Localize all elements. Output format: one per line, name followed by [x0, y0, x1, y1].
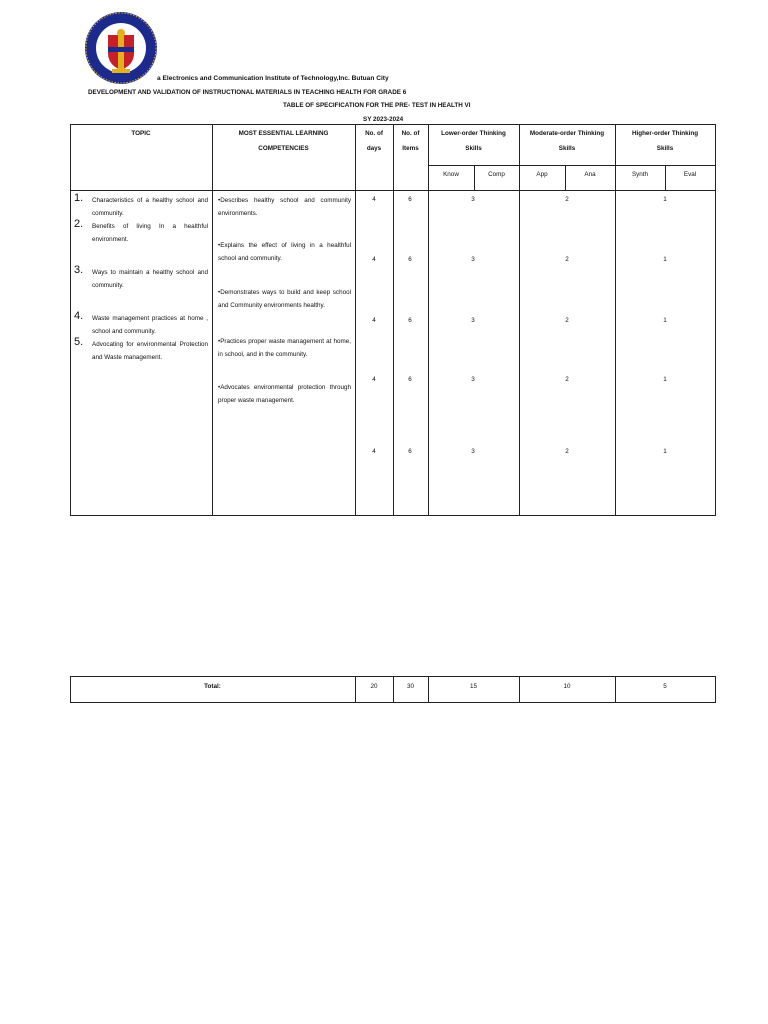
competency-text: •Practices proper waste management at home, in school, and in the community.	[218, 338, 351, 358]
days-value: 4	[372, 376, 376, 383]
institution-logo	[84, 11, 158, 85]
header-competencies-line2: COMPETENCIES	[258, 145, 309, 152]
higher-order-value: 1	[663, 376, 667, 383]
document-subtitle: TABLE OF SPECIFICATION FOR THE PRE- TEST IN HEALTH VI	[283, 102, 471, 109]
document-title: DEVELOPMENT AND VALIDATION OF INSTRUCTIONAL MATERIALS IN TEACHING HEALTH FOR GRADE 6	[88, 89, 407, 96]
items-value: 6	[408, 256, 412, 263]
topic-number: 4.	[74, 310, 84, 322]
subheader-ana: Ana	[584, 171, 596, 178]
subheader-eval: Eval	[683, 171, 697, 178]
days-value: 4	[372, 448, 376, 455]
higher-order-value: 1	[663, 196, 667, 203]
days-value: 4	[372, 256, 376, 263]
topic-item	[74, 312, 208, 338]
higher-order-value: 1	[663, 256, 667, 263]
subheader-app: App	[536, 171, 548, 178]
topic-number: 3.	[74, 264, 84, 276]
topic-item	[74, 338, 208, 364]
header-higher-order-line1: Higher-order Thinking	[631, 130, 699, 137]
competency-text: •Advocates environmental protection through proper waste management.	[218, 384, 351, 404]
header-moderate-order-line1: Moderate-order Thinking	[529, 130, 605, 137]
school-year: SY 2023-2024	[363, 116, 404, 123]
moderate-order-value: 2	[565, 196, 569, 203]
subheader-know: Know	[443, 171, 459, 178]
moderate-order-value: 2	[565, 317, 569, 324]
days-value: 4	[372, 317, 376, 324]
items-value: 6	[408, 196, 412, 203]
header-lower-order-line1: Lower-order Thinking	[441, 130, 506, 137]
topic-number: 2.	[74, 218, 84, 230]
topic-text: Advocating for environmental Protection and Waste management.	[92, 341, 208, 361]
lower-order-value: 3	[471, 376, 475, 383]
total-moderate-order: 10	[563, 683, 571, 690]
topic-text: Ways to maintain a healthy school and community.	[92, 269, 208, 289]
header-items-line2: Items	[402, 145, 419, 152]
topic-item	[74, 266, 208, 292]
subheader-synth: Synth	[631, 171, 649, 178]
header-moderate-order-line2: Skills	[558, 145, 576, 152]
topic-item	[74, 220, 208, 246]
lower-order-value: 3	[471, 317, 475, 324]
header-days-line2: days	[366, 145, 382, 152]
topic-number: 1.	[74, 192, 84, 204]
items-value: 6	[408, 376, 412, 383]
competency-text: •Explains the effect of living in a healthful school and community.	[218, 242, 351, 262]
header-higher-order-line2: Skills	[656, 145, 674, 152]
higher-order-value: 1	[663, 317, 667, 324]
lower-order-value: 3	[471, 196, 475, 203]
total-higher-order: 5	[663, 683, 667, 690]
moderate-order-value: 2	[565, 376, 569, 383]
higher-order-value: 1	[663, 448, 667, 455]
topic-number: 5.	[74, 336, 84, 348]
institution-name: a Electronics and Communication Institute of Technology,Inc. Butuan City	[157, 75, 389, 82]
header-lower-order-line2: Skills	[465, 145, 482, 152]
moderate-order-value: 2	[565, 448, 569, 455]
moderate-order-value: 2	[565, 256, 569, 263]
total-lower-order: 15	[469, 683, 477, 690]
total-items: 30	[406, 683, 414, 690]
topic-text: Benefits of living In a healthful environment.	[92, 223, 208, 243]
competency-text: •Describes healthy school and community environments.	[218, 197, 351, 217]
topic-text: Characteristics of a healthy school and community.	[92, 197, 208, 217]
total-days: 20	[370, 683, 378, 690]
total-label: Total:	[204, 683, 221, 690]
competency-text: •Demonstrates ways to build and keep school and Community environments healthy.	[218, 289, 351, 309]
lower-order-value: 3	[471, 448, 475, 455]
items-value: 6	[408, 448, 412, 455]
header-items-line1: No. of	[401, 130, 420, 137]
subheader-comp: Comp	[488, 171, 505, 178]
topic-text: Waste management practices at home , school and community.	[92, 315, 208, 335]
topic-item	[74, 194, 208, 220]
items-value: 6	[408, 317, 412, 324]
header-competencies-line1: MOST ESSENTIAL LEARNING	[238, 130, 329, 137]
lower-order-value: 3	[471, 256, 475, 263]
header-topic: TOPIC	[131, 130, 151, 137]
days-value: 4	[372, 196, 376, 203]
header-days-line1: No. of	[365, 130, 383, 137]
